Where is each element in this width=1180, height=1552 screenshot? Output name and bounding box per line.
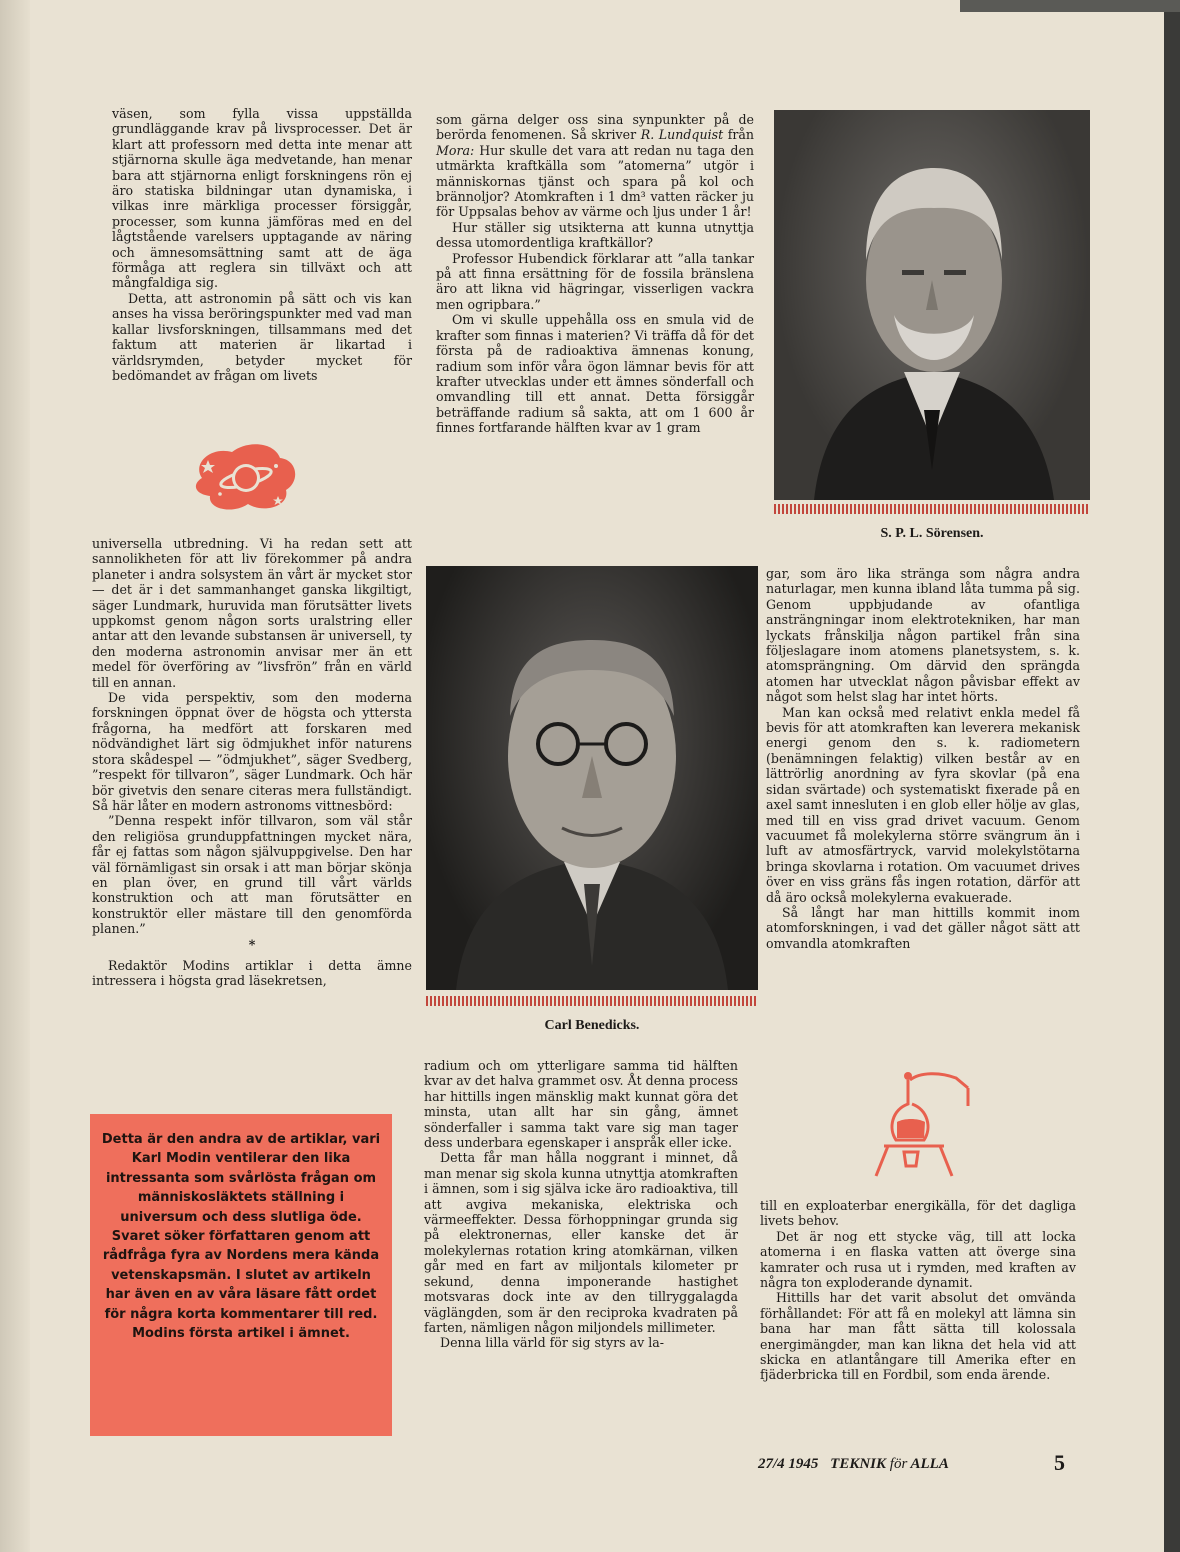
magazine-title: TEKNIK bbox=[830, 1456, 887, 1472]
paragraph: gar, som äro lika stränga som några andra naturlagar, men kunna ibland låta tumma på sig. Genom uppbjudande av ofantliga ansträngningar inom elektrotekniken, har man lyckats frånskilja någon partikel från sina följeslagare inom atomens planetsystem, s. k. atomsprängning. Om därvid den sprängda atomen har utvecklat någon påvisbar effekt av något som helst slag har intet hörts. bbox=[766, 566, 1080, 705]
paragraph: väsen, som fylla vissa uppställda grundläggande krav på livsprocesser. Det är klart att professorn med detta inte menar att stjärnorna skulle äga medvetande, han menar bara att stjärnorna enligt forskningens rön ej äro statiska bildningar utan dynamiska, i vilkas inre märkliga processer försiggår, processer, som kunna jämföras med en del lågtstående varelsers upptagande av näring och ämnesomsättning samt att de äga förmåga att reglera sin tillväxt och att mångfaldiga sig. bbox=[112, 106, 412, 291]
paragraph: Detta, att astronomin på sätt och vis kan anses ha vissa beröringspunkter med vad man kallar livsforskningen, tillsammans med det faktum att materien är likartad i världsrymden, betyder mycket för bedömandet av frågan om livets bbox=[112, 290, 412, 383]
portrait-illustration bbox=[774, 110, 1090, 500]
photo-caption: S. P. L. Sörensen. bbox=[880, 526, 984, 541]
paragraph: radium och om ytterligare samma tid hälften kvar av det halva grammet osv. Åt denna process har hittills ingen mänsklig makt kunnat göra det minsta, utan allt har sin gång, ämnet sönderfaller i samma takt vare sig man tager dess underbara egenskaper i anspråk eller icke. bbox=[424, 1058, 738, 1151]
photo-stripe bbox=[774, 504, 1090, 514]
photo-stripe bbox=[426, 996, 758, 1006]
portrait-illustration bbox=[426, 566, 758, 990]
paragraph: Om vi skulle uppehålla oss en smula vid de krafter som finnas i materien? Vi träffa då för det första på de radioaktiva ämnenas konung, radium som inför våra ögon lämnar bevis för att krafter utvecklas under ett ämnes sönderfall och omvandling till ett annat. Detta försiggår beträffande radium så sakta, att om 1 600 år finnes fortfarande hälften kvar av 1 gram bbox=[436, 312, 754, 436]
magazine-title-for: för bbox=[889, 1456, 908, 1472]
paragraph: Denna lilla värld för sig styrs av la- bbox=[440, 1335, 665, 1351]
column1-top bbox=[112, 106, 412, 383]
paragraph: Man kan också med relativt enkla medel få bevis för att atomkraften kan leverera mekanisk energi genom den s. k. radiometern (benämningen felaktig) vilken består av en lättrörlig anordning av fyra skovlar (på ena sidan svärtade) och systematiskt fixerade på en axel samt innesluten i en glob eller hölje av glas, med till en viss grad drivet vacuum. Genom vacuumet få molekylerna större svängrum än i luft av atmosfärtryck, varvid molekylstötarna bringa skovlarna i rotation. Om vacuumet drives över en viss gräns fås ingen rotation, därför att då äro också molekylerna evakuerade. bbox=[766, 704, 1080, 905]
paragraph: till en exploaterbar energikälla, för det dagliga livets behov. bbox=[760, 1198, 1076, 1229]
paragraph bbox=[436, 112, 754, 220]
text-run: Hur skulle det vara att redan nu taga den utmärkta kraftkälla som ”atomerna” utgör i människornas tjänst och spara på kol och brännoljor? Atomkraften i 1 dm³ vatten räcker ju för Uppsalas behov av värme och ljus under 1 år! bbox=[436, 142, 754, 220]
column2-top bbox=[436, 112, 754, 436]
column3-middle bbox=[766, 566, 1080, 951]
photo-sorensen bbox=[774, 110, 1090, 500]
place-name: Mora: bbox=[436, 142, 475, 158]
footer-issue bbox=[758, 1456, 949, 1473]
photo-caption: Carl Benedicks. bbox=[544, 1018, 640, 1033]
text-run: som gärna delger oss sina synpunkter på de berörda fenomenen. Så skriver bbox=[436, 112, 754, 143]
paragraph: Så långt har man hittills kommit inom atomforskningen, i vad det gäller något sätt att omvandla atomkraften bbox=[766, 904, 1080, 951]
column2-bottom bbox=[424, 1058, 738, 1351]
paragraph: Redaktör Modins artiklar i detta ämne intressera i högsta grad läsekretsen, bbox=[92, 957, 412, 989]
saturn-ornament bbox=[190, 436, 302, 516]
author-name: R. Lundquist bbox=[640, 127, 724, 143]
column1-middle bbox=[92, 536, 412, 989]
flask-ornament bbox=[870, 1066, 980, 1178]
issue-date: 27/4 1945 bbox=[758, 1456, 819, 1472]
paragraph: Professor Hubendick förklarar att ”alla tankar på att finna ersättning för de fossila bränslena äro att likna vid hägringar, visserligen vackra men ogripbara.” bbox=[436, 250, 754, 312]
magazine-title-alla: ALLA bbox=[910, 1456, 949, 1472]
paragraph: De vida perspektiv, som den moderna forskningen öppnat över de högsta och yttersta frågorna, ha medfört att forskaren med nödvändighet lärt sig ödmjukhet inför naturens stora skådespel — ”ödmjukhet”, säger Svedberg, ”respekt för tillvaron”, säger Lundmark. Och här bör givetvis den senare citeras mera fullständigt. Så här låter en modern astronoms vittnesbörd: bbox=[92, 690, 412, 813]
paragraph: Det är nog ett stycke väg, till att locka atomerna i en flaska vatten att överge sina kamrater och rusa ut i rymden, med kraften av några ton exploderande dynamit. bbox=[760, 1228, 1076, 1291]
page-edge bbox=[0, 0, 30, 1552]
paragraph: Detta får man hålla noggrant i minnet, då man menar sig skola kunna utnyttja atomkraften i ämnen, som i sig själva icke äro radioaktiva, till att avgiva mekaniska, elektriska och värmeeffekter. Dessa förhoppningar grunda sig på elektronernas, eller kanske det är molekylernas rotation kring atomkärnan, vilken går med en fart av miljontals kilometer pr sekund, denna imponerande hastighet motsvaras dock inte av den tillryggalagda väglängden, som är den reciproka kvadraten på farten, nämligen någon miljondels millimeter. bbox=[424, 1150, 738, 1335]
asterisk-divider: * bbox=[248, 936, 256, 952]
text-run: från bbox=[723, 127, 755, 143]
paragraph: Hittills har det varit absolut det omvända förhållandet: För att få en molekyl att lämna sin bana har man fått sätta till kolossala energimängder, man kan likna det hela vid att skicka en atlantångare till Amerika efter en fjäderbricka till en Fordbil, som enda ärende. bbox=[760, 1290, 1076, 1383]
background-strip bbox=[960, 0, 1180, 12]
column3-bottom bbox=[760, 1198, 1076, 1383]
paragraph: Hur ställer sig utsikterna att kunna utnyttja dessa utomordentliga kraftkällor? bbox=[436, 219, 754, 251]
paragraph: universella utbredning. Vi ha redan sett att sannolikheten för att liv förekommer på andra planeter i andra solsystem än vårt är mycket stor — det är i det sammanhanget ganska likgiltigt, säger Lundmark, huruvida man förutsätter livets uppkomst genom någon sorts uralstring eller antar att den levande substansen är universell, ty den moderna astronomin anvisar mer än ett medel för överföring av ”livsfrön” från en värld till en annan. bbox=[92, 536, 412, 690]
intro-box-text: Detta är den andra av de artiklar, vari Karl Modin ventilerar den lika intressanta som svårlösta frågan om människosläktets ställning i universum och dess slutliga öde. Svaret söker författaren genom att rådfråga fyra av Nordens mera kända vetenskapsmän. I slutet av artikeln har även en av våra läsare fått ordet för några korta kommentarer till red. Modins första artikel i ämnet. bbox=[101, 1132, 381, 1342]
quote: ”Denna respekt inför tillvaron, som väl står den religiösa grunduppfattningen mycket nära, får ej fattas som någon självuppgivelse. Den har väl förnämligast sin orsak i att man börjar skönja en plan över, en grund till vårt världs konstruktion och att man förutsätter en konstruktör eller mästare till den genomförda planen.” bbox=[92, 813, 412, 937]
photo-benedicks bbox=[426, 566, 758, 990]
page-number: 5 bbox=[1054, 1450, 1065, 1475]
